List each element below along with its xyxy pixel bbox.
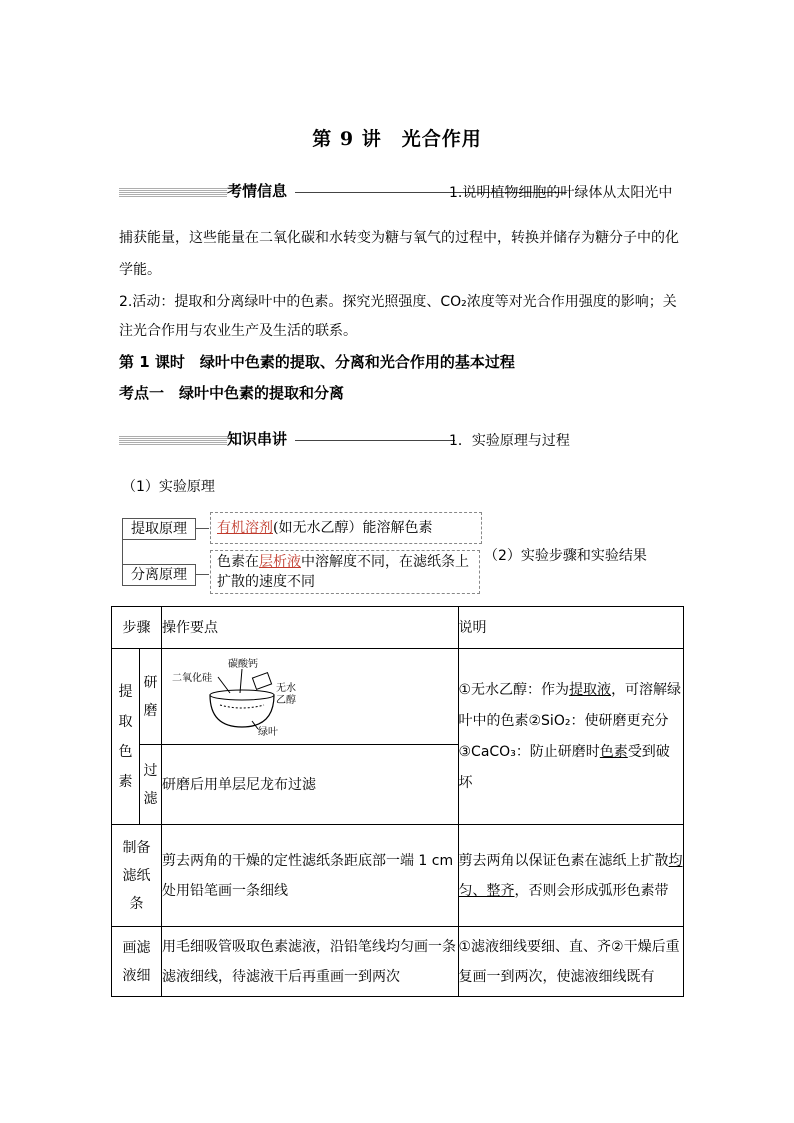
intro-line-1: 捕获能量，这些能量在二氧化碳和水转变为糖与氧气的过程中，转换并储存为糖分子中的化 <box>119 230 679 246</box>
header-step: 步骤 <box>112 607 162 649</box>
grind-diagram-cell <box>161 649 458 745</box>
step-filter-label: 过滤 <box>143 762 158 807</box>
connector <box>195 528 209 529</box>
connector <box>195 574 209 575</box>
dotted-decoration <box>119 187 227 197</box>
note-part: ，可溶解绿叶中的色素②SiO₂：使研磨更充分 <box>458 681 682 729</box>
intro-line-4: 注光合作用与农业生产及生活的联系。 <box>119 323 357 339</box>
page-title: 第 9 讲 光合作用 <box>312 128 482 150</box>
group-label: 提取色素 <box>118 683 133 790</box>
note-part: 剪去两角以保证色素在滤纸上扩散 <box>458 852 669 869</box>
label-anhydrous: 无水 <box>275 682 296 694</box>
table-row <box>112 825 684 927</box>
intro-line-3: 2.活动：提取和分离绿叶中的色素。探究光照强度、CO₂浓度等对光合作用强度的影响；关 <box>119 294 677 310</box>
separate-description <box>210 550 480 594</box>
grind-note <box>458 649 684 825</box>
section-label: 考情信息 <box>227 182 288 200</box>
intro-line-2: 学能。 <box>119 262 161 278</box>
step-filter <box>139 745 161 825</box>
extract-description <box>210 512 482 544</box>
steps-heading: （2）实验步骤和实验结果 <box>484 548 647 564</box>
table-row <box>112 927 684 997</box>
separate-rest: 中溶解度不同，在滤纸条上扩散的速度不同 <box>217 554 469 590</box>
lesson-title: 第 1 课时 绿叶中色素的提取、分离和光合作用的基本过程 <box>119 353 515 371</box>
note-underlined: 提取液 <box>569 681 612 698</box>
beaker-icon <box>252 672 271 689</box>
section-inline-text: 1．实验原理与过程 <box>449 433 570 449</box>
header-operation: 操作要点 <box>161 607 458 649</box>
step-line-label: 画滤液细 <box>122 939 151 984</box>
label-silica: 二氧化硅 <box>171 672 212 684</box>
paper-note <box>458 825 684 927</box>
line-operation: 用毛细吸管吸取色素滤液，沿铅笔线均匀画一条滤液细线，待滤液干后再重画一到两次 <box>161 927 458 997</box>
label-calcium-carbonate: 碳酸钙 <box>227 658 258 670</box>
label-ethanol: 乙醇 <box>275 694 296 706</box>
section-label: 知识串讲 <box>227 430 288 448</box>
step-paper-label: 制备滤纸条 <box>122 839 151 912</box>
divider-line <box>295 440 455 441</box>
mortar-illustration <box>170 657 320 737</box>
step-draw-line <box>112 927 162 997</box>
principle-diagram <box>122 506 482 601</box>
section-header-knowledge <box>119 428 679 452</box>
step-grind <box>139 649 161 745</box>
step-grind-label: 研磨 <box>143 674 158 719</box>
step-prepare-paper <box>112 825 162 927</box>
paper-operation: 剪去两角的干燥的定性滤纸条距底部一端 1 cm 处用铅笔画一条细线 <box>161 825 458 927</box>
note-part: ①无水乙醇：作为 <box>458 681 570 698</box>
principle-heading: （1）实验原理 <box>122 479 215 495</box>
mortar-rim <box>210 690 274 700</box>
line-note: ①滤液细线要细、直、齐②干燥后重复画一到两次，使滤液细线既有 <box>458 927 684 997</box>
dotted-decoration <box>119 435 227 445</box>
steps-table <box>111 606 684 997</box>
table-header-row <box>112 607 684 649</box>
label-green-leaf: 绿叶 <box>257 726 278 737</box>
note-underlined: 色素 <box>599 743 628 760</box>
chromatography-liquid-term: 层析液 <box>259 554 301 570</box>
topic-title: 考点一 绿叶中色素的提取和分离 <box>119 384 345 402</box>
organic-solvent-term: 有机溶剂 <box>217 520 273 536</box>
group-extract-pigment <box>112 649 140 825</box>
note-underlined: 均匀、整齐 <box>458 852 683 899</box>
extract-rest: (如无水乙醇）能溶解色素 <box>273 520 433 536</box>
note-part: ③CaCO₃：防止研磨时 <box>458 743 600 760</box>
section-inline-text: 1.说明植物细胞的叶绿体从太阳光中 <box>449 185 673 201</box>
table-row <box>112 649 684 745</box>
filter-operation: 研磨后用单层尼龙布过滤 <box>161 745 458 825</box>
header-note: 说明 <box>458 607 684 649</box>
separate-label: 分离原理 <box>122 564 196 586</box>
separate-pre: 色素在 <box>217 554 259 570</box>
note-part: ，否则会形成弧形色素带 <box>514 882 669 899</box>
pointer-line <box>240 669 242 693</box>
extract-label: 提取原理 <box>122 518 196 540</box>
section-header-exam-info <box>119 180 679 204</box>
note-part: 受到破坏 <box>458 743 670 791</box>
